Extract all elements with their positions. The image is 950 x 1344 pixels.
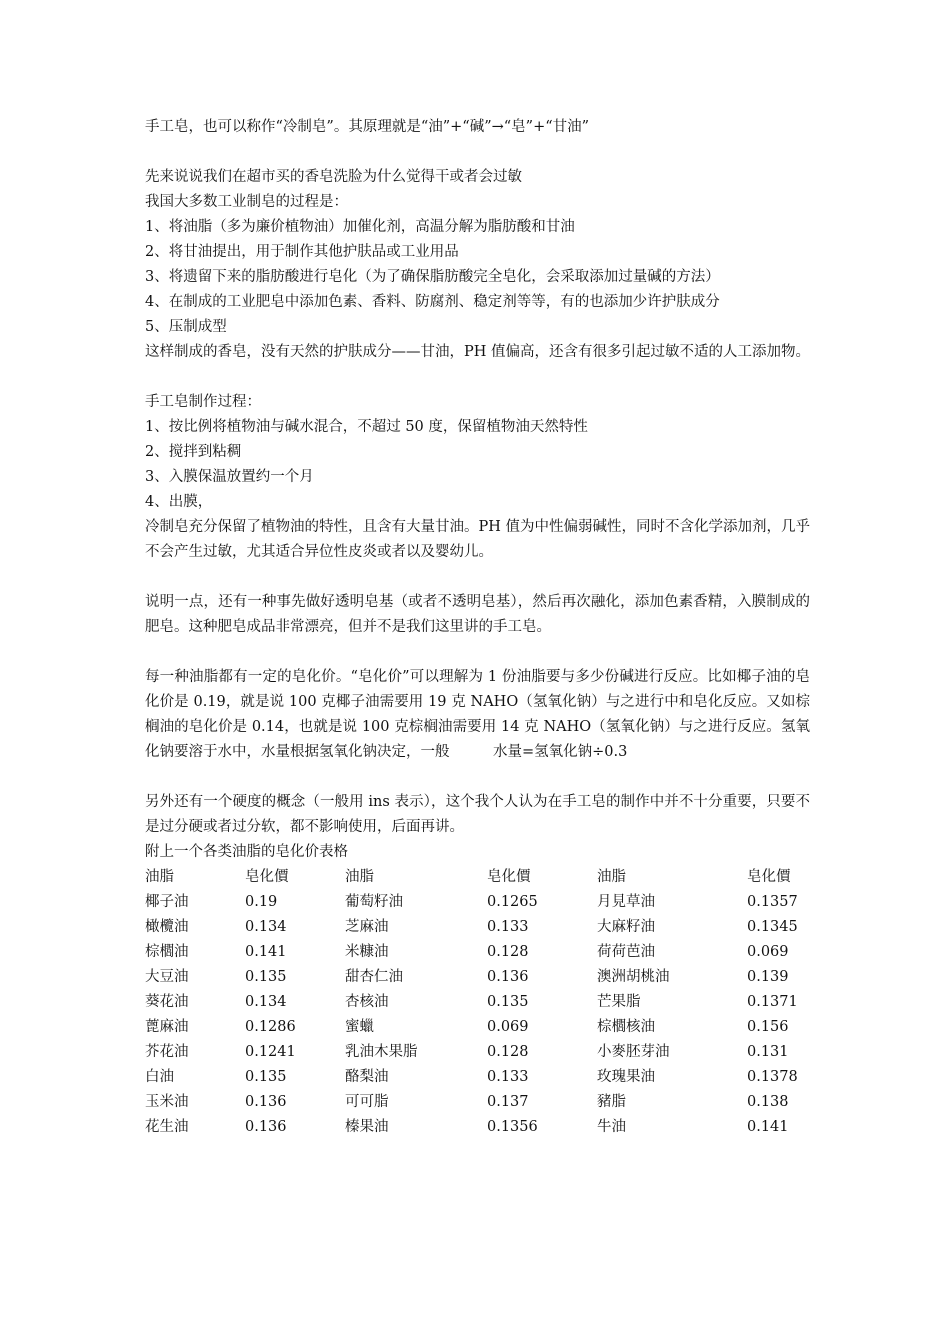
header-cell: 油脂	[597, 869, 626, 885]
spacer	[145, 565, 810, 590]
sap-value-cell: 0.128	[487, 944, 529, 960]
handmade-step: 3、入膜保温放置约一个月	[145, 469, 314, 485]
oil-name-cell: 荷荷芭油	[597, 944, 655, 960]
sap-value-cell: 0.135	[245, 1069, 287, 1085]
sap-value-cell: 0.128	[487, 1044, 529, 1060]
industrial-step: 1、将油脂（多为廉价植物油）加催化剂，高温分解为脂肪酸和甘油	[145, 219, 575, 235]
oil-name-cell: 白油	[145, 1069, 174, 1085]
handmade-conclusion: 冷制皂充分保留了植物油的特性，且含有大量甘油。PH 值为中性偏弱碱性，同时不含化学添加剂，几乎不会产生过敏，尤其适合异位性皮炎或者以及婴幼儿。	[145, 519, 811, 560]
oil-name-cell: 葡萄籽油	[345, 894, 403, 910]
oil-name-cell: 甜杏仁油	[345, 969, 403, 985]
oil-name-cell: 玉米油	[145, 1094, 189, 1110]
sap-value-cell: 0.069	[747, 944, 789, 960]
intro-line: 手工皂，也可以称作“冷制皂”。其原理就是“油”+“碱”→“皂”+“甘油”	[145, 119, 590, 135]
table-row	[145, 940, 810, 965]
oil-name-cell: 椰子油	[145, 894, 189, 910]
oil-name-cell: 小麥胚芽油	[597, 1044, 670, 1060]
saponification-paragraph: 每一种油脂都有一定的皂化价。“皂化价”可以理解为 1 份油脂要与多少份碱进行反应。比如椰子油的皂化价是 0.19，就是说 100 克椰子油需要用 19 克 NAHO（氢氧化钠）与之进行中和皂化反应。又如棕榈油的皂化价是 0.14，也就是说 100 克棕榈油需要用 14 克 NAHO（氢氧化钠）与之进行反应。氢氧化钠要溶于水中，水量根据氢氧化钠决定，一般 水量=氢氧化钠÷0.3	[145, 669, 810, 760]
oil-name-cell: 月見草油	[597, 894, 655, 910]
hardness-paragraph: 另外还有一个硬度的概念（一般用 ins 表示），这个我个人认为在手工皂的制作中并不十分重要，只要不是过分硬或者过分软，都不影响使用，后面再讲。	[145, 794, 810, 835]
sap-value-cell: 0.134	[245, 919, 287, 935]
handmade-step: 2、搅拌到粘稠	[145, 444, 242, 460]
oil-name-cell: 杏核油	[345, 994, 389, 1010]
saponification-table	[145, 865, 810, 1140]
table-body	[145, 865, 810, 1140]
sap-value-cell: 0.1357	[747, 894, 798, 910]
sap-value-cell: 0.131	[747, 1044, 789, 1060]
industrial-step: 2、将甘油提出，用于制作其他护肤品或工业用品	[145, 244, 459, 260]
oil-name-cell: 乳油木果脂	[345, 1044, 418, 1060]
note-paragraph: 说明一点，还有一种事先做好透明皂基（或者不透明皂基），然后再次融化，添加色素香精，入膜制成的肥皂。这种肥皂成品非常漂亮，但并不是我们这里讲的手工皂。	[145, 594, 810, 635]
table-row	[145, 990, 810, 1015]
oil-name-cell: 蜜蠟	[345, 1019, 374, 1035]
sap-value-cell: 0.1265	[487, 894, 538, 910]
sap-value-cell: 0.1371	[747, 994, 798, 1010]
table-row	[145, 1065, 810, 1090]
table-row	[145, 1090, 810, 1115]
oil-name-cell: 米糠油	[345, 944, 389, 960]
sap-value-cell: 0.136	[245, 1094, 287, 1110]
oil-name-cell: 大豆油	[145, 969, 189, 985]
handmade-step: 4、出膜，	[145, 494, 213, 510]
table-row	[145, 1015, 810, 1040]
spacer	[145, 140, 810, 165]
sap-value-cell: 0.141	[245, 944, 287, 960]
oil-name-cell: 芥花油	[145, 1044, 189, 1060]
oil-name-cell: 芒果脂	[597, 994, 641, 1010]
header-cell: 油脂	[345, 869, 374, 885]
handmade-step: 1、按比例将植物油与碱水混合，不超过 50 度，保留植物油天然特性	[145, 419, 588, 435]
header-cell: 皂化價	[487, 869, 531, 885]
sap-value-cell: 0.1378	[747, 1069, 798, 1085]
document-page	[145, 115, 810, 1140]
sap-value-cell: 0.1356	[487, 1119, 538, 1135]
oil-name-cell: 橄欖油	[145, 919, 189, 935]
industrial-heading: 我国大多数工业制皂的过程是：	[145, 194, 348, 210]
sap-value-cell: 0.135	[487, 994, 529, 1010]
sap-value-cell: 0.138	[747, 1094, 789, 1110]
oil-name-cell: 可可脂	[345, 1094, 389, 1110]
sap-value-cell: 0.1241	[245, 1044, 296, 1060]
oil-name-cell: 牛油	[597, 1119, 626, 1135]
sap-value-cell: 0.139	[747, 969, 789, 985]
table-row	[145, 965, 810, 990]
sap-value-cell: 0.134	[245, 994, 287, 1010]
sap-value-cell: 0.156	[747, 1019, 789, 1035]
oil-name-cell: 棕櫚核油	[597, 1019, 655, 1035]
oil-name-cell: 芝麻油	[345, 919, 389, 935]
handmade-heading: 手工皂制作过程：	[145, 394, 261, 410]
industrial-step: 5、压制成型	[145, 319, 227, 335]
oil-name-cell: 大麻籽油	[597, 919, 655, 935]
industrial-step: 4、在制成的工业肥皂中添加色素、香料、防腐剂、稳定剂等等，有的也添加少许护肤成分	[145, 294, 720, 310]
sap-value-cell: 0.1345	[747, 919, 798, 935]
oil-name-cell: 葵花油	[145, 994, 189, 1010]
sap-value-cell: 0.135	[245, 969, 287, 985]
oil-name-cell: 酪梨油	[345, 1069, 389, 1085]
oil-name-cell: 榛果油	[345, 1119, 389, 1135]
industrial-question: 先来说说我们在超市买的香皂洗脸为什么觉得干或者会过敏	[145, 169, 522, 185]
industrial-step: 3、将遗留下来的脂肪酸进行皂化（为了确保脂肪酸完全皂化，会采取添加过量碱的方法）	[145, 269, 720, 285]
header-cell: 皂化價	[245, 869, 289, 885]
oil-name-cell: 玫瑰果油	[597, 1069, 655, 1085]
sap-value-cell: 0.141	[747, 1119, 789, 1135]
table-row	[145, 915, 810, 940]
sap-value-cell: 0.136	[487, 969, 529, 985]
table-header-row	[145, 865, 810, 890]
spacer	[145, 765, 810, 790]
oil-name-cell: 蓖麻油	[145, 1019, 189, 1035]
oil-name-cell: 花生油	[145, 1119, 189, 1135]
sap-value-cell: 0.136	[245, 1119, 287, 1135]
table-row	[145, 1040, 810, 1065]
sap-value-cell: 0.133	[487, 919, 529, 935]
spacer	[145, 640, 810, 665]
table-row	[145, 890, 810, 915]
table-row	[145, 1115, 810, 1140]
oil-name-cell: 澳洲胡桃油	[597, 969, 670, 985]
sap-value-cell: 0.069	[487, 1019, 529, 1035]
sap-value-cell: 0.137	[487, 1094, 529, 1110]
table-caption: 附上一个各类油脂的皂化价表格	[145, 844, 348, 860]
spacer	[145, 365, 810, 390]
sap-value-cell: 0.19	[245, 894, 278, 910]
oil-name-cell: 棕櫚油	[145, 944, 189, 960]
oil-name-cell: 豬脂	[597, 1094, 626, 1110]
header-cell: 油脂	[145, 869, 174, 885]
header-cell: 皂化價	[747, 869, 791, 885]
sap-value-cell: 0.133	[487, 1069, 529, 1085]
sap-value-cell: 0.1286	[245, 1019, 296, 1035]
industrial-conclusion: 这样制成的香皂，没有天然的护肤成分——甘油，PH 值偏高，还含有很多引起过敏不适的人工添加物。	[145, 344, 811, 360]
